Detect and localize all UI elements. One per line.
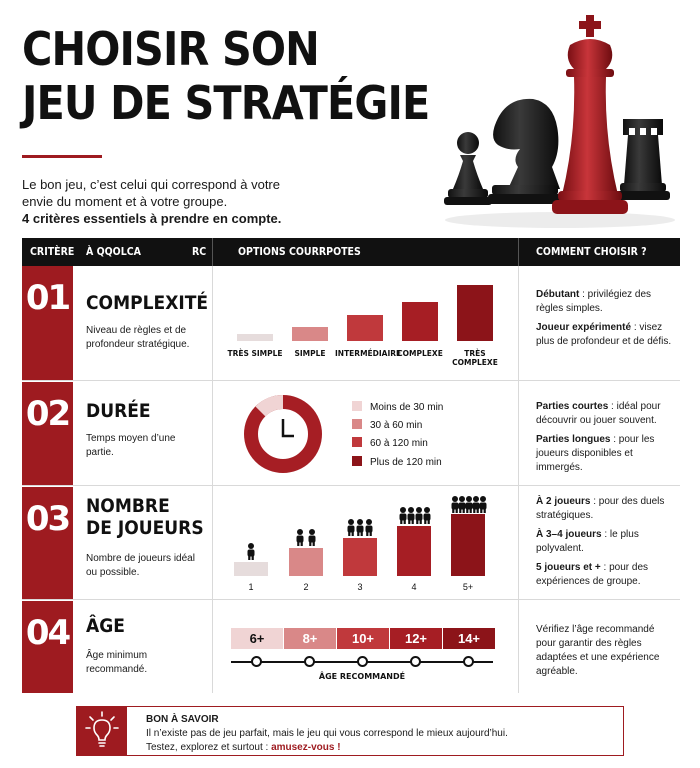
complexity-label: COMPLEXE: [397, 349, 443, 358]
chess-pawn-icon: [444, 132, 492, 205]
player-count-label: 3: [357, 582, 363, 592]
complexity-bar: [237, 334, 273, 341]
player-count-label: 1: [248, 582, 254, 592]
table-header: [22, 238, 680, 266]
how-to-choose: À 2 joueurs : pour des duels stratégiques. À 3–4 joueurs : le plus polyvalent. 5 joueurs et + : pour des expériences de groupe.: [536, 496, 665, 587]
duration-legend-item: Moins de 30 min: [352, 401, 443, 413]
player-count-label: 4: [411, 582, 417, 592]
age-timeline-dot: [251, 656, 262, 667]
age-timeline-dot: [410, 656, 421, 667]
player-count-label: 2: [303, 582, 309, 592]
clock-icon: [242, 393, 324, 475]
criterion-description: Niveau de règles et de profondeur stratégique.: [86, 325, 190, 350]
criterion-title: DURÉE: [86, 400, 151, 422]
age-badge: 10+: [337, 628, 389, 649]
col-header-sub: À QQOLCA: [86, 246, 141, 258]
tip-title: BON À SAVOIR: [146, 714, 219, 725]
criterion-row-duree: [22, 382, 680, 486]
player-count-label: 5+: [462, 582, 474, 592]
col-header-rc: RC: [192, 246, 207, 258]
criterion-description: Temps moyen d’une partie.: [86, 433, 176, 458]
criterion-number: 03: [22, 487, 73, 599]
players-chart: [230, 492, 500, 580]
intro-bold: 4 critères essentiels à prendre en compte.: [22, 211, 282, 226]
intro-text: [22, 176, 322, 227]
complexity-label: TRÈS COMPLEXE: [452, 349, 498, 367]
col-header-critere: CRITÈRE: [30, 246, 75, 258]
lightbulb-icon: [77, 707, 127, 755]
criterion-title: ÂGE: [86, 615, 125, 637]
chess-rook-icon: [616, 119, 670, 200]
age-badge: 14+: [443, 628, 495, 649]
duration-legend-item: Plus de 120 min: [352, 456, 442, 468]
age-caption: ÂGE RECOMMANDÉ: [318, 672, 406, 681]
complexity-bar: [292, 327, 328, 341]
col-header-options: OPTIONS COURRPOTES: [238, 246, 361, 258]
page-title-line1: CHOISIR SON: [22, 22, 319, 76]
duration-legend-item: 60 à 120 min: [352, 437, 428, 449]
intro-line2: envie du moment et à votre groupe.: [22, 194, 228, 209]
page-title: [22, 22, 429, 130]
tip-box: [76, 706, 624, 756]
duration-legend-item: 30 à 60 min: [352, 419, 422, 431]
complexity-bar: [457, 285, 493, 341]
age-badge: 12+: [390, 628, 442, 649]
criterion-title: NOMBRE DE JOUEURS: [86, 495, 204, 539]
criterion-title: COMPLEXITÉ: [86, 292, 209, 314]
tip-text: Testez, explorez et surtout : amusez-vous !: [146, 742, 341, 753]
complexity-label: SIMPLE: [294, 349, 326, 358]
chess-king-icon: [552, 15, 628, 214]
criterion-number: 02: [22, 382, 73, 485]
col-header-how: COMMENT CHOISIR ?: [536, 246, 647, 258]
criterion-description: Nombre de joueurs idéal ou possible.: [86, 553, 195, 578]
complexity-label: INTERMÉDIAIRE: [335, 349, 402, 358]
criterion-number: 04: [22, 601, 73, 693]
age-badge: 8+: [284, 628, 336, 649]
page-title-line2: JEU DE STRATÉGIE: [22, 76, 430, 130]
complexity-bar: [347, 315, 383, 341]
age-timeline-dot: [357, 656, 368, 667]
complexity-label: TRÈS SIMPLE: [227, 349, 283, 358]
tip-text: Il n’existe pas de jeu parfait, mais le jeu qui vous correspond le mieux aujourd’hui.: [146, 728, 508, 739]
criterion-number: 01: [22, 266, 73, 380]
criterion-description: Âge minimum recommandé.: [86, 650, 148, 675]
age-timeline-dot: [463, 656, 474, 667]
title-rule: [22, 155, 102, 158]
age-badge: 6+: [231, 628, 283, 649]
chess-pieces-illustration: [440, 15, 680, 230]
complexity-bar: [402, 302, 438, 341]
how-to-choose: Parties courtes : idéal pour découvrir ou jouer souvent. Parties longues : pour les joueurs disponibles et immergés.: [536, 401, 661, 473]
intro-line1: Le bon jeu, c’est celui qui correspond à votre: [22, 177, 280, 192]
how-to-choose: Vérifiez l’âge recommandé pour garantir des règles adaptées et une expérience agréable.: [536, 624, 660, 677]
how-to-choose: Débutant : privilégiez des règles simples. Joueur expérimenté : visez plus de profondeur et de défis.: [536, 289, 672, 347]
chess-knight-icon: [488, 99, 562, 204]
age-timeline-dot: [304, 656, 315, 667]
